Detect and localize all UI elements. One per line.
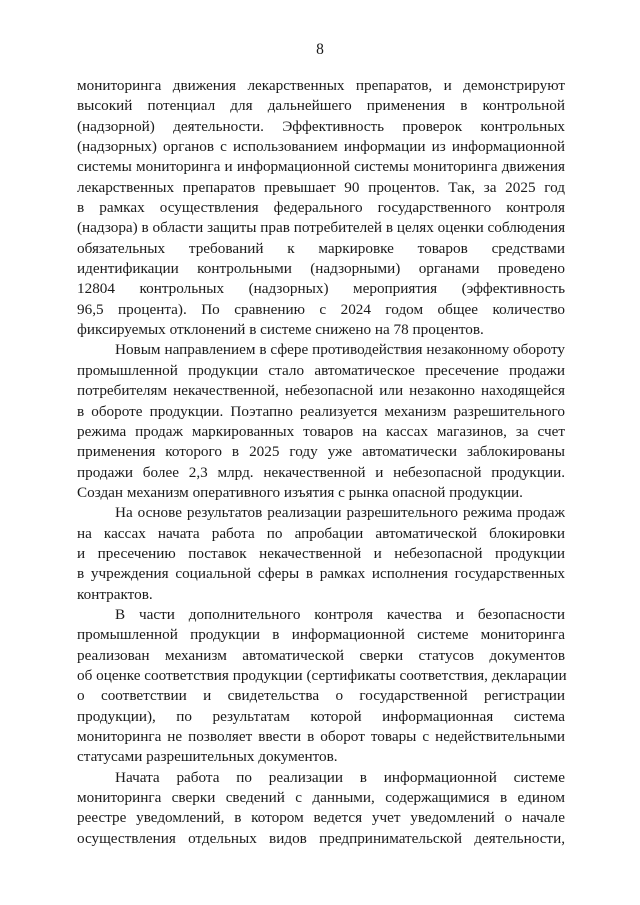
text-line: применения которого в 2025 году уже автоматически заблокированы bbox=[77, 443, 565, 461]
document-body bbox=[77, 76, 565, 849]
paragraph bbox=[77, 605, 565, 768]
text-line: Начата работа по реализации в информационной системе bbox=[115, 768, 565, 786]
text-line: осуществления отдельных видов предпринимательской деятельности, bbox=[77, 829, 565, 847]
text-line: мониторинга движения лекарственных препаратов, и демонстрируют bbox=[77, 77, 565, 94]
text-line: в рамках осуществления федерального государственного контроля bbox=[77, 199, 565, 217]
text-line: продажи более 2,3 млрд. некачественной и небезопасной продукции. bbox=[77, 463, 565, 481]
text-line: промышленной продукции в информационной системе мониторинга bbox=[77, 626, 565, 644]
text-line: режима продаж маркированных товаров на кассах магазинов, за счет bbox=[77, 422, 565, 440]
text-line: фиксируемых отклонений в системе снижено на 78 процентов. bbox=[77, 321, 484, 339]
text-line: продукции), по результатам которой информационная система bbox=[77, 707, 565, 725]
paragraph bbox=[77, 76, 565, 340]
text-line: потребителям некачественной, небезопасной или незаконно находящейся bbox=[77, 382, 565, 400]
paragraph bbox=[77, 768, 565, 849]
text-line: обязательных требований к маркировке товаров средствами bbox=[77, 239, 565, 257]
text-line: высокий потенциал для дальнейшего применения в контрольной bbox=[77, 97, 565, 115]
text-line: Создан механизм оперативного изъятия с рынка опасной продукции. bbox=[77, 483, 523, 501]
text-line: промышленной продукции стало автоматическое пресечение продажи bbox=[77, 361, 565, 379]
text-line: (надзорных) органов с использованием информации из информационной bbox=[77, 138, 565, 156]
text-line: на кассах начата работа по апробации автоматической блокировки bbox=[77, 524, 565, 542]
text-line: Новым направлением в сфере противодействия незаконному обороту bbox=[115, 341, 565, 359]
text-line: реализован механизм автоматической сверки статусов документов bbox=[77, 646, 565, 664]
text-line: 12804 контрольных (надзорных) мероприятия (эффективность bbox=[77, 280, 565, 298]
text-line: системы мониторинга и информационной системы мониторинга движения bbox=[77, 158, 565, 176]
text-line: об оценке соответствия продукции (сертификаты соответствия, декларации bbox=[77, 666, 567, 684]
text-line: реестре уведомлений, в котором ведется учет уведомлений о начале bbox=[77, 809, 565, 827]
text-line: лекарственных препаратов превышает 90 процентов. Так, за 2025 год bbox=[77, 178, 565, 196]
text-line: контрактов. bbox=[77, 585, 153, 603]
paragraph bbox=[77, 340, 565, 503]
text-line: о соответствии и свидетельства о государственной регистрации bbox=[77, 687, 565, 705]
text-line: мониторинга сверки сведений с данными, содержащимися в едином bbox=[77, 789, 565, 807]
text-line: в обороте продукции. Поэтапно реализуется механизм разрешительного bbox=[77, 402, 565, 420]
text-line: идентификации контрольными (надзорными) органами проведено bbox=[77, 260, 565, 278]
text-line: в учреждения социальной сферы в рамках исполнения государственных bbox=[77, 565, 565, 583]
text-line: и пресечению поставок некачественной и небезопасной продукции bbox=[77, 544, 565, 562]
text-line: 96,5 процента). По сравнению с 2024 годом общее количество bbox=[77, 300, 565, 318]
text-line: мониторинга не позволяет ввести в оборот товары с недействительными bbox=[77, 728, 565, 745]
text-line: (надзора) в области защиты прав потребителей в целях оценки соблюдения bbox=[77, 219, 566, 237]
text-line: статусами разрешительных документов. bbox=[77, 748, 338, 766]
text-line: На основе результатов реализации разрешительного режима продаж bbox=[115, 504, 565, 522]
text-line: (надзорной) деятельности. Эффективность проверок контрольных bbox=[77, 117, 565, 135]
page-number: 8 bbox=[316, 41, 324, 58]
text-line: В части дополнительного контроля качества и безопасности bbox=[115, 605, 565, 623]
paragraph bbox=[77, 503, 565, 605]
